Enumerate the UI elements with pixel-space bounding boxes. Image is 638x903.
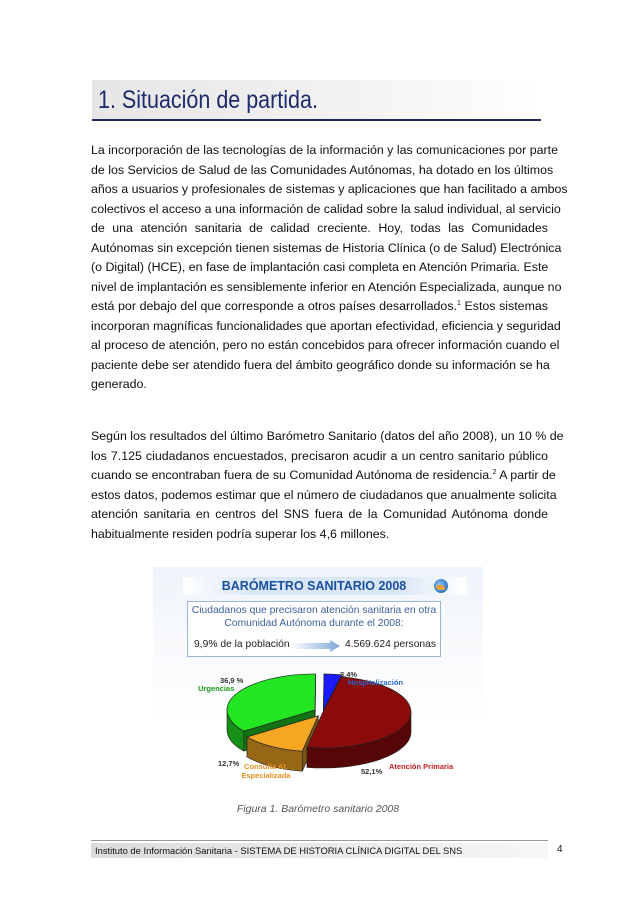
section-heading-rule: [92, 119, 541, 121]
text-line: generado.: [91, 377, 147, 391]
figure-caption: Figura 1. Barómetro sanitario 2008: [236, 803, 400, 815]
text-line: Según los resultados del último Barómetro Sanitario (datos del año 2008), un 10 % de: [91, 429, 564, 443]
footnote-ref-1[interactable]: 1: [456, 300, 461, 307]
text-line: incorporan magníficas funcionalidades que aportan efectividad, eficiencia y seguridad: [91, 318, 561, 333]
globe-icon: [434, 579, 448, 593]
footer-text: Instituto de Información Sanitaria - SISTEMA DE HISTORIA CLÍNICA DIGITAL DEL SNS: [95, 845, 463, 856]
text-segment: Estos sistemas: [460, 299, 548, 313]
text-line: al proceso de atención, pero no están concebidos para ofrecer información cuando el: [91, 338, 560, 352]
text-line: La incorporación de las tecnologías de la información y las comunicaciones por parte: [91, 143, 558, 157]
slice-label-urgencias: Urgencias: [198, 684, 235, 693]
pie-chart: [153, 660, 483, 800]
text-line: habitualmente residen podría superar los 4,6 millones.: [91, 526, 390, 541]
text-line: colectivos el acceso a una información de calidad sobre la salud individual, al servicio: [91, 201, 561, 216]
population-count: 4.569.624 personas: [345, 639, 437, 650]
text-line: atención sanitaria en centros del SNS fuera de la Comunidad Autónoma donde: [91, 507, 548, 521]
text-line: [91, 466, 556, 486]
text-line: los 7.125 ciudadanos encuestados, precisaron acudir a un centro sanitario público: [91, 448, 548, 463]
text-line: estos datos, podemos estimar que el número de ciudadanos que anualmente solicita: [91, 487, 557, 502]
page-number: 4: [557, 844, 563, 855]
text-line: Autónomas sin excepción tienen sistemas de Historia Clínica (o de Salud) Electrónica: [91, 240, 562, 255]
footnote-ref-2[interactable]: 2: [492, 469, 497, 476]
section-heading: 1. Situación de partida.: [98, 86, 318, 114]
slice-label-consulta: Consulta At. Especializada: [241, 762, 291, 780]
figure-title: BARÓMETRO SANITARIO 2008: [221, 579, 407, 593]
slice-value-urgencias: 36,9 %: [220, 676, 244, 685]
slice-value-hospitalizacion: 3,4%: [340, 670, 358, 679]
population-percentage: 9,9% de la población: [194, 639, 290, 650]
figure-info-line: Ciudadanos que precisaron atención sanitaria en otra: [191, 605, 437, 616]
arrow-right-icon: [290, 640, 340, 652]
slice-value-primaria: 52,1%: [361, 767, 383, 776]
slice-label-hospitalizacion: Hospitalización: [348, 678, 404, 687]
paragraph-2: [91, 427, 564, 544]
text-line: de una atención sanitaria de calidad creciente. Hoy, todas las Comunidades: [91, 221, 548, 235]
text-line: nivel de implantación es sensiblemente inferior en Atención Especializada, aunque no: [91, 279, 562, 294]
footer-rule: [91, 840, 548, 841]
slice-value-consulta: 12,7%: [218, 759, 240, 768]
text-segment: A partir de: [496, 468, 556, 482]
text-line: [91, 297, 548, 317]
paragraph-1: [91, 141, 568, 395]
text-line: (o Digital) (HCE), en fase de implantación casi completa en Atención Primaria. Este: [91, 260, 549, 274]
text-line: paciente debe ser atendido fuera del ámbito geográfico donde su información se ha: [91, 357, 550, 372]
text-segment: cuando se encontraban fuera de su Comunidad Autónoma de residencia.: [91, 468, 493, 482]
slice-label-primaria: Atención Primaria: [389, 762, 454, 771]
text-line: años a usuarios y profesionales de sistemas y aplicaciones que han facilitado a ambos: [91, 182, 568, 196]
text-line: de los Servicios de Salud de las Comunidades Autónomas, ha dotado en los últimos: [91, 162, 554, 177]
figure-info-line: Comunidad Autónoma durante el 2008:: [224, 618, 404, 629]
text-segment: está por debajo del que corresponde a otros países desarrollados.: [91, 299, 457, 313]
